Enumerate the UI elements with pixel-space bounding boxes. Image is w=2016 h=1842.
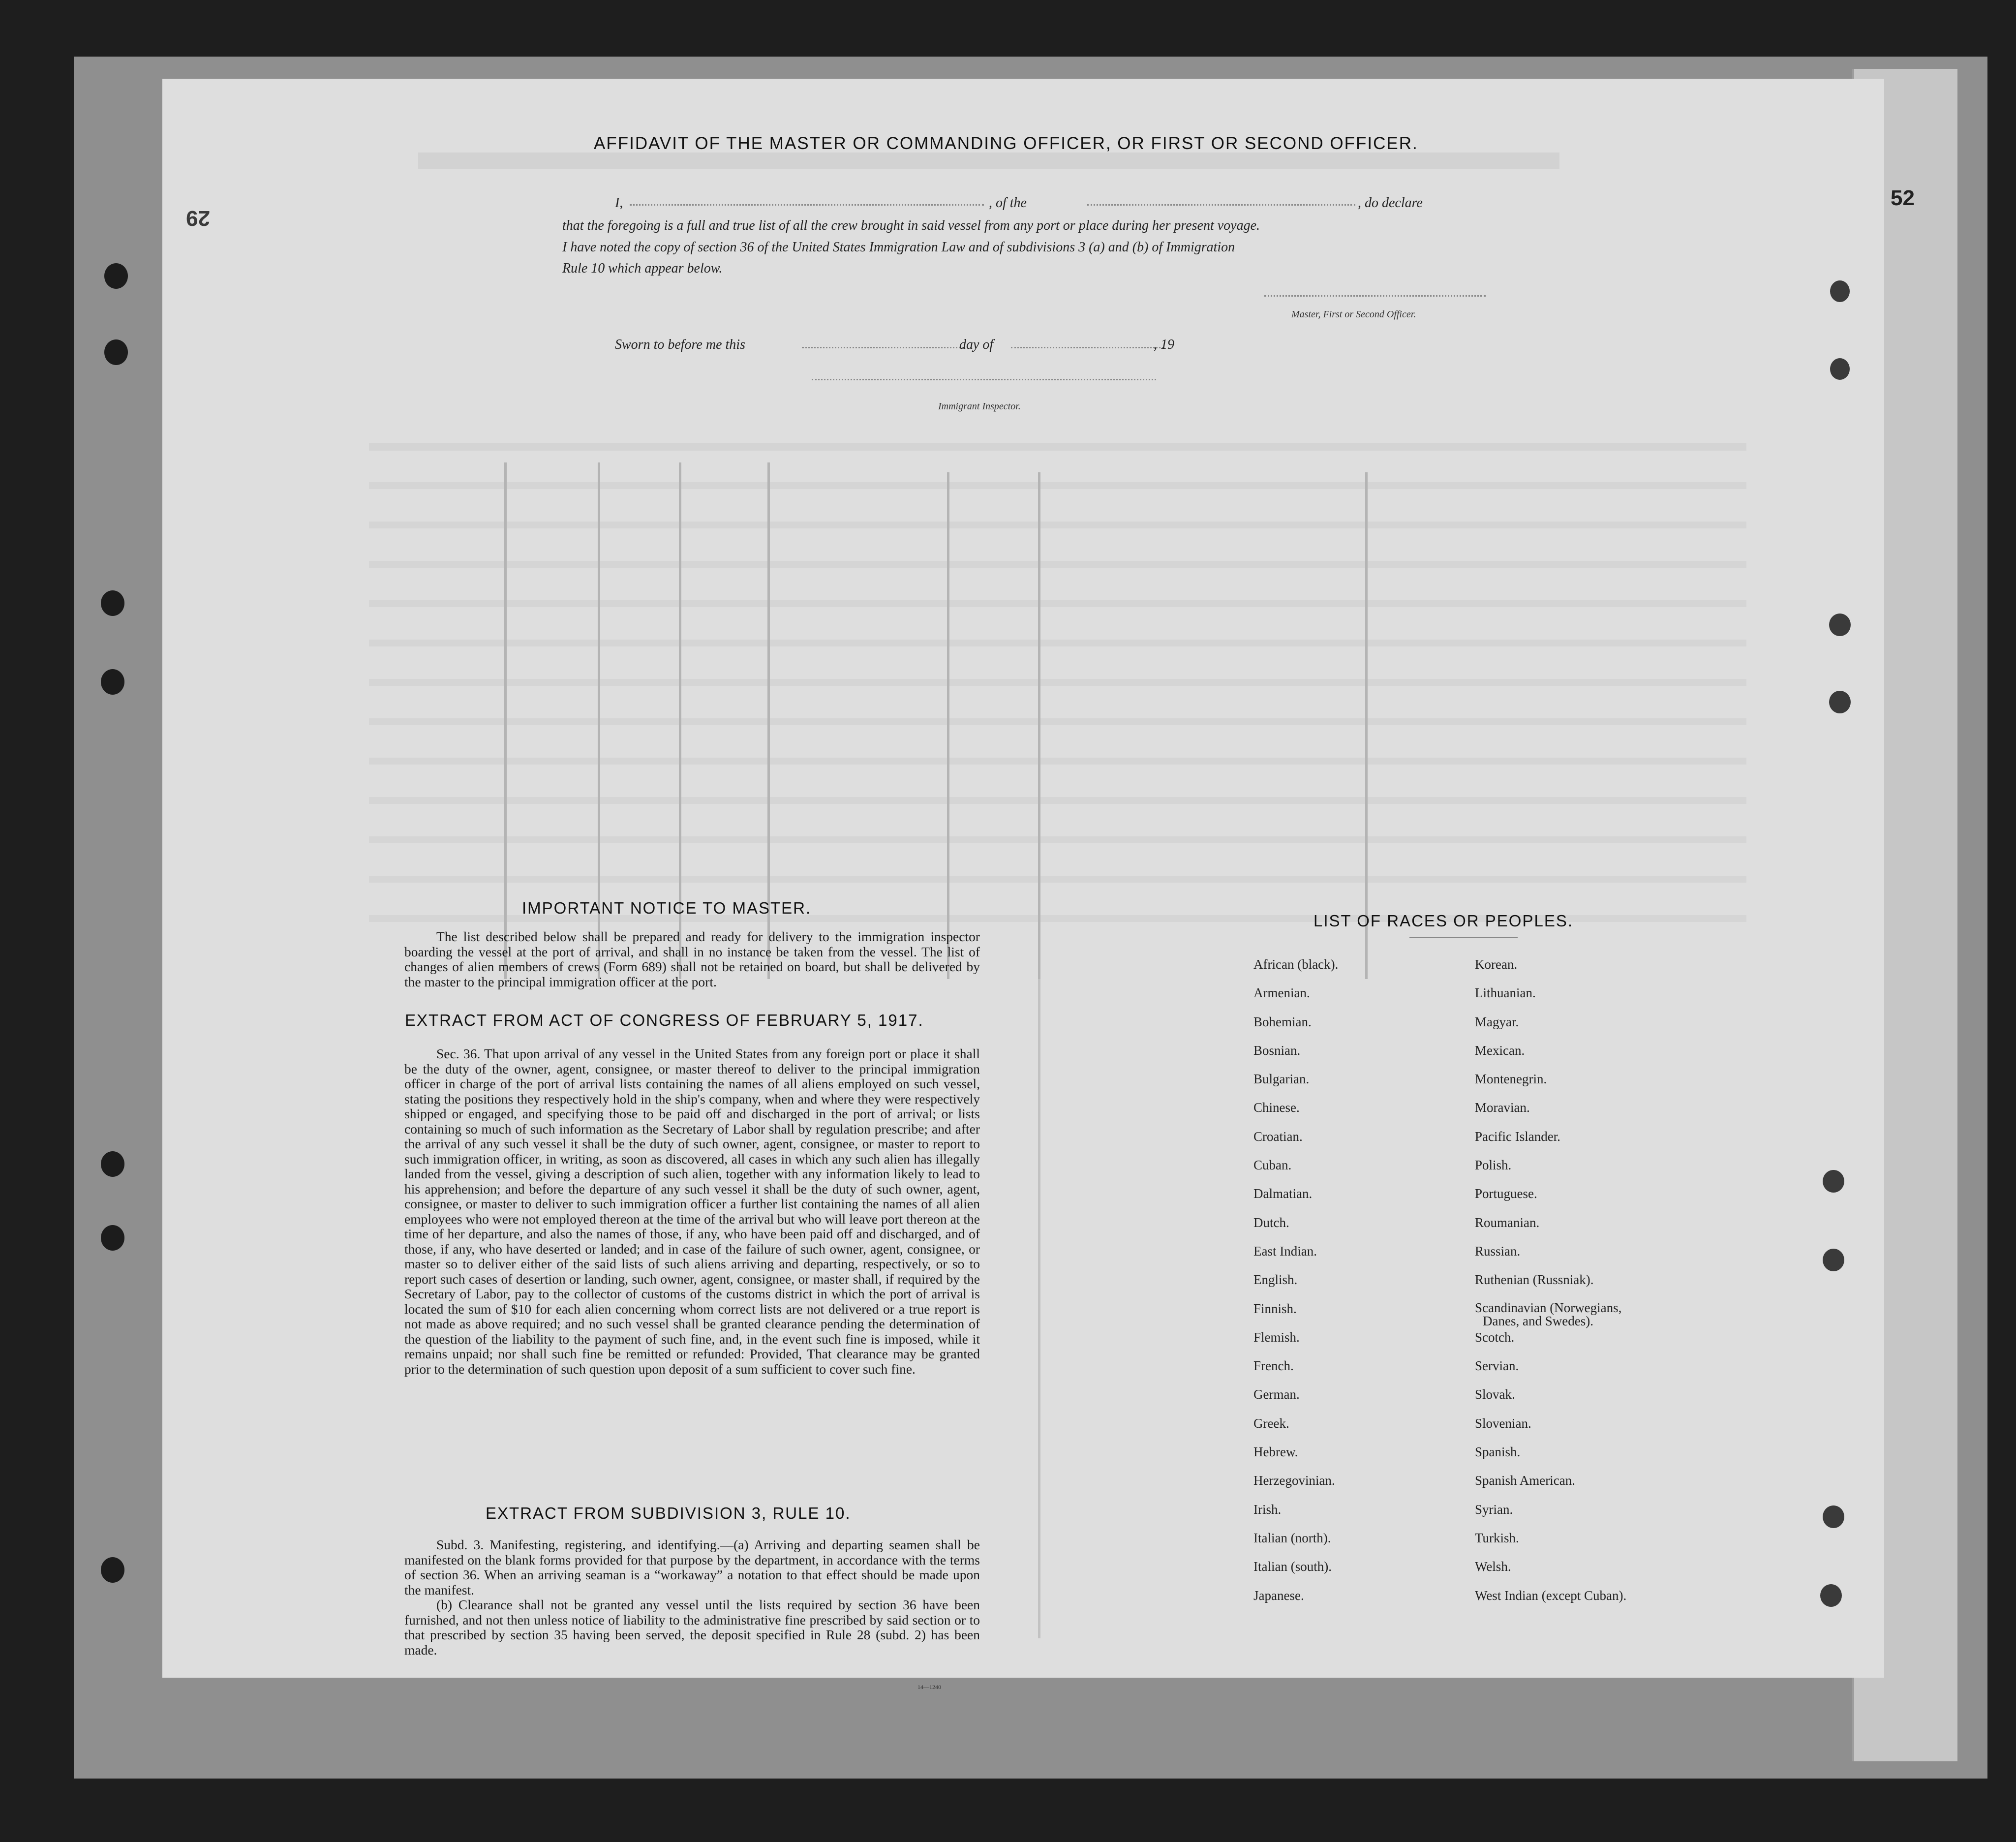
race-item: African (black). bbox=[1253, 957, 1339, 972]
affidavit-do-declare: , do declare bbox=[1358, 195, 1423, 211]
race-item: Spanish. bbox=[1475, 1444, 1521, 1460]
binder-hole bbox=[1820, 1584, 1842, 1607]
bleed-through-text bbox=[369, 600, 1746, 607]
bleed-through-text bbox=[369, 876, 1746, 883]
races-column-1 bbox=[1253, 957, 1338, 1617]
race-item: Bohemian. bbox=[1253, 1014, 1312, 1029]
previous-page-number: 29 bbox=[186, 206, 210, 230]
race-item: Slovenian. bbox=[1475, 1415, 1531, 1431]
race-item: Flemish. bbox=[1253, 1329, 1300, 1345]
race-item: Lithuanian. bbox=[1475, 985, 1536, 1001]
day-blank bbox=[802, 347, 964, 348]
page-number: 52 bbox=[1891, 186, 1915, 210]
signature-blank bbox=[1264, 295, 1486, 297]
form-number: 14—1240 bbox=[917, 1684, 941, 1690]
bleed-through-text bbox=[369, 443, 1746, 451]
bleed-through-column bbox=[947, 472, 949, 979]
race-item: Italian (south). bbox=[1253, 1559, 1332, 1574]
race-item: Chinese. bbox=[1253, 1100, 1300, 1115]
race-item: Roumanian. bbox=[1475, 1215, 1540, 1230]
race-item: Korean. bbox=[1475, 957, 1518, 972]
race-item: Moravian. bbox=[1475, 1100, 1530, 1115]
race-item: German. bbox=[1253, 1387, 1300, 1402]
bleed-through-text bbox=[369, 522, 1746, 528]
binder-hole bbox=[1823, 1249, 1844, 1271]
binder-hole bbox=[1830, 280, 1850, 302]
binder-hole bbox=[101, 669, 124, 695]
affidavit-title: AFFIDAVIT OF THE MASTER OR COMMANDING OFFICER, OR FIRST OR SECOND OFFICER. bbox=[594, 134, 1418, 153]
sworn-before-label: Sworn to before me this bbox=[615, 337, 745, 352]
bleed-through-text bbox=[369, 640, 1746, 646]
race-item: Servian. bbox=[1475, 1358, 1519, 1374]
race-item-continuation: Danes, and Swedes). bbox=[1483, 1313, 1593, 1328]
rule-para-a: Subd. 3. Manifesting, registering, and identifying.—(a) Arriving and departing seamen shall be manifested on the blank forms provided for that purpose by the department, in accordance with the terms of section 36. When an arriving seaman is a “workaway” a notation to that effect should be made upon the manifest. bbox=[404, 1537, 980, 1597]
month-blank bbox=[1011, 347, 1163, 348]
rule-para-b: (b) Clearance shall not be granted any vessel until the lists required by section 36 have been furnished, and not then unless notice of liability to the administrative fine prescribed by said section or to that prescribed by section 35 having been served, the deposit specified in Rule 28 (subd. 2) has been made. bbox=[404, 1597, 980, 1658]
races-column-2 bbox=[1475, 957, 1626, 1617]
race-item: Portuguese. bbox=[1475, 1186, 1537, 1201]
notice-paragraph: The list described below shall be prepared and ready for delivery to the immigration inspector boarding the vessel at the port of arrival, and shall in no instance be taken from the vessel. The list of changes of alien members of crews (Form 689) shall not be retained on board, but shall be delivered by the master to the principal immigration officer at the port. bbox=[404, 929, 980, 989]
binder-hole bbox=[104, 339, 128, 365]
inspector-label: Immigrant Inspector. bbox=[938, 401, 1021, 412]
race-item: Bosnian. bbox=[1253, 1043, 1301, 1058]
notice-text bbox=[404, 929, 980, 989]
binder-hole bbox=[101, 590, 124, 616]
race-item: Croatian. bbox=[1253, 1129, 1303, 1144]
name-blank bbox=[630, 204, 984, 206]
rule-extract-text bbox=[404, 1537, 980, 1658]
bleed-through-text bbox=[369, 718, 1746, 725]
binder-hole bbox=[101, 1557, 124, 1583]
bleed-through-column bbox=[1038, 472, 1040, 979]
race-item: Dalmatian. bbox=[1253, 1186, 1313, 1201]
race-item: Polish. bbox=[1475, 1158, 1512, 1173]
notice-title: IMPORTANT NOTICE TO MASTER. bbox=[522, 899, 812, 917]
race-item: Finnish. bbox=[1253, 1301, 1297, 1316]
race-item: Bulgarian. bbox=[1253, 1072, 1310, 1087]
race-item: Mexican. bbox=[1475, 1043, 1525, 1058]
race-item: Montenegrin. bbox=[1475, 1072, 1547, 1087]
bleed-through-text bbox=[369, 679, 1746, 686]
inspector-blank bbox=[812, 379, 1156, 380]
bleed-through-text bbox=[369, 758, 1746, 765]
binder-hole bbox=[1823, 1505, 1844, 1528]
rule-extract-title: EXTRACT FROM SUBDIVISION 3, RULE 10. bbox=[486, 1504, 851, 1522]
race-item: West Indian (except Cuban). bbox=[1475, 1588, 1627, 1603]
race-item: Hebrew. bbox=[1253, 1444, 1298, 1460]
race-item: English. bbox=[1253, 1272, 1298, 1288]
bleed-through-text bbox=[369, 561, 1746, 568]
bleed-through-column bbox=[1365, 472, 1368, 979]
race-item: Cuban. bbox=[1253, 1158, 1292, 1173]
race-item: Magyar. bbox=[1475, 1014, 1519, 1029]
race-item: Pacific Islander. bbox=[1475, 1129, 1560, 1144]
race-item: Greek. bbox=[1253, 1415, 1289, 1431]
race-item: Syrian. bbox=[1475, 1502, 1513, 1517]
race-item: Scotch. bbox=[1475, 1329, 1515, 1345]
bleed-through-text bbox=[418, 153, 1559, 169]
day-of-label: day of bbox=[959, 337, 994, 352]
signature-label: Master, First or Second Officer. bbox=[1291, 309, 1416, 320]
affidavit-of-the: , of the bbox=[989, 195, 1027, 211]
race-item: Italian (north). bbox=[1253, 1530, 1331, 1545]
race-item: French. bbox=[1253, 1358, 1294, 1374]
binder-hole bbox=[1830, 358, 1850, 380]
act-extract-paragraph: Sec. 36. That upon arrival of any vessel in the United States from any foreign port or place it shall be the duty of the owner, agent, consignee, or master thereof to deliver to the principal immigration officer in charge of the port of arrival lists containing the names of all aliens employed on such vessel, stating the positions they respectively hold in the ship's company, when and where they were respectively shipped or engaged, and specifying those to be paid off and discharged in the port of arrival; or lists containing so much of such information as the Secretary of Labor shall by regulation prescribe; and after the arrival of any such vessel it shall be the duty of such owner, agent, consignee, or master to report to such immigration officer, in writing, as soon as discovered, all cases in which any such alien has illegally landed from the vessel, giving a description of such alien, together with any information likely to lead to his apprehension; and before the departure of any such vessel it shall be the duty of such owner, agent, consignee, or master to deliver to such immigration officer a further list containing the names of all alien employees who were not employed thereon at the time of the arrival but who will leave port thereon at the time of her departure, and also the names of those, if any, who have been paid off and discharged, and of those, if any, who have deserted or landed; and in case of the failure of such owner, agent, consignee, or master so to deliver either of the said lists of such aliens arriving and departing, respectively, or so to report such cases of desertion or landing, such owner, agent, consignee, or master shall, if required by the Secretary of Labor, pay to the collector of customs of the customs district in which the port of arrival is located the sum of $10 for each alien concerning whom correct lists are not delivered or a true report is not made as above required; and no such vessel shall be granted clearance pending the determination of the question of the liability to the payment of such fine, and, in the event such fine is imposed, while it remains unpaid; nor shall such fine be remitted or refunded: Provided, That clearance may be granted prior to the determination of such question upon deposit of a sum sufficient to cover such fine. bbox=[404, 1046, 980, 1377]
race-item: Turkish. bbox=[1475, 1530, 1519, 1545]
affidavit-line-3: I have noted the copy of section 36 of the United States Immigration Law and of subdivisions 3 (a) and (b) of Immigration bbox=[562, 240, 1235, 255]
binder-hole bbox=[101, 1151, 124, 1177]
race-item: Armenian. bbox=[1253, 985, 1310, 1001]
race-item: East Indian. bbox=[1253, 1243, 1317, 1259]
bleed-through-column bbox=[504, 462, 507, 979]
race-item bbox=[1475, 1301, 1626, 1330]
race-item: Slovak. bbox=[1475, 1387, 1515, 1402]
affidavit-line-4: Rule 10 which appear below. bbox=[562, 261, 723, 276]
year-label: , 19 bbox=[1154, 337, 1174, 352]
bleed-through-column bbox=[1038, 979, 1040, 1638]
races-title-rule bbox=[1409, 937, 1518, 938]
act-extract-title: EXTRACT FROM ACT OF CONGRESS OF FEBRUARY 5, 1917. bbox=[405, 1011, 924, 1029]
race-item: Russian. bbox=[1475, 1243, 1521, 1259]
affidavit-i: I, bbox=[615, 195, 623, 211]
race-item: Irish. bbox=[1253, 1502, 1282, 1517]
race-item: Ruthenian (Russniak). bbox=[1475, 1272, 1594, 1288]
race-item: Japanese. bbox=[1253, 1588, 1304, 1603]
races-title: LIST OF RACES OR PEOPLES. bbox=[1313, 912, 1574, 930]
binder-hole bbox=[1823, 1170, 1844, 1193]
race-item: Spanish American. bbox=[1475, 1473, 1575, 1488]
bleed-through-text bbox=[369, 797, 1746, 804]
binder-hole bbox=[104, 263, 128, 289]
manifest-sheet bbox=[162, 79, 1884, 1690]
race-item: Dutch. bbox=[1253, 1215, 1289, 1230]
bleed-through-text bbox=[369, 836, 1746, 843]
act-extract-text bbox=[404, 1046, 980, 1377]
binder-hole bbox=[1829, 614, 1851, 636]
affidavit-line-2: that the foregoing is a full and true list of all the crew brought in said vessel from any port or place during her present voyage. bbox=[562, 218, 1260, 233]
race-item: Welsh. bbox=[1475, 1559, 1511, 1574]
race-item-line: Scandinavian (Norwegians, bbox=[1475, 1300, 1622, 1315]
bleed-through-text bbox=[369, 482, 1746, 489]
binder-hole bbox=[1829, 691, 1851, 713]
race-item: Herzegovinian. bbox=[1253, 1473, 1335, 1488]
binder-hole bbox=[101, 1225, 124, 1251]
vessel-blank bbox=[1087, 204, 1355, 206]
